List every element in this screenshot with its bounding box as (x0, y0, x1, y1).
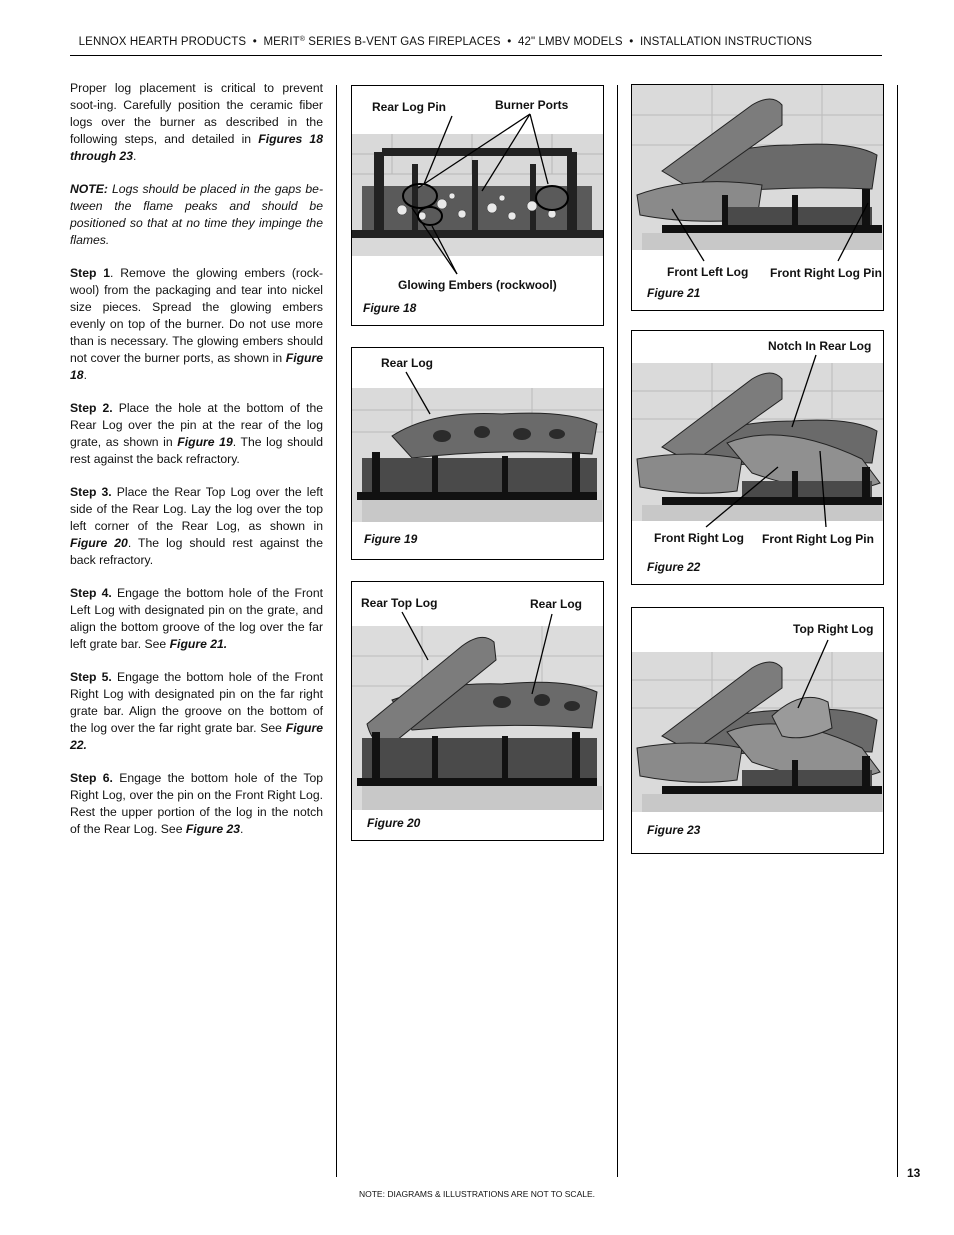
rear-top-log-illustration (352, 626, 603, 810)
column-rule-left (336, 85, 337, 1177)
figure-23-box (631, 607, 884, 854)
instructions-column (70, 80, 323, 854)
label-burner-ports: Burner Ports (495, 98, 569, 112)
step-2: Step 2. Place the hole at the bottom of the Rear Log over the pin at the rear of the log grate, as shown in Figure 19. The log should rest against the back refractory. (70, 401, 324, 466)
header-text-post: SERIES B-VENT GAS FIREPLACES • 42" LMBV MODELS • INSTALLATION INSTRUCTIONS (305, 36, 812, 48)
figure-19-photo (352, 388, 603, 522)
header-rule (70, 55, 882, 56)
registered-mark: ® (299, 36, 306, 43)
running-header (70, 36, 882, 54)
figure-20-photo (352, 626, 603, 810)
grate-with-embers-illustration (352, 134, 603, 256)
column-rule-right (897, 85, 898, 1177)
top-right-log-illustration (632, 652, 883, 812)
figure-20-box (351, 581, 604, 841)
step-6: Step 6. Engage the bottom hole of the Top Right Log, over the pin on the Front Right Log. Rest the upper portion of the log in the notch of the Rear Log. See Figure 23. (70, 771, 323, 836)
caption-figure-22: Figure 22 (647, 560, 701, 574)
label-rear-log: Rear Log (530, 597, 583, 611)
step-5: Step 5. Engage the bottom hole of the Front Right Log with designated pin on the far right grate bar. Align the groove on the bottom of the log over the far right grate bar. See Figure 22. (70, 670, 323, 752)
figure-19-box (351, 347, 604, 560)
figure-22-box (631, 330, 884, 585)
intro-paragraph: Proper log placement is critical to prevent soot-ing. Carefully position the ceramic fiber logs over the burner as described in the following steps, and detailed in Figures 18 through 23. (70, 81, 323, 163)
step-4: Step 4. Engage the bottom hole of the Front Left Log with designated pin on the grate, and align the bottom groove of the log over the far left grate bar. See Figure 21. (70, 586, 323, 651)
label-front-right-log-pin: Front Right Log Pin (770, 266, 882, 280)
label-front-right-log: Front Right Log (654, 531, 744, 545)
figure-22-photo (632, 363, 883, 521)
column-rule-middle (617, 85, 618, 1177)
step-1: Step 1. Remove the glowing embers (rock-wool) from the packaging and tear into nickel size pieces. Spread the glowing embers evenly on top of the burner. Do not use more than is necessary. The glowing embers should not cover the burner ports, as shown in Figure 18. (70, 266, 324, 382)
label-front-left-log: Front Left Log (667, 265, 749, 279)
label-notch-in-rear-log: Notch In Rear Log (768, 339, 872, 353)
label-glowing-embers: Glowing Embers (rockwool) (398, 278, 557, 292)
label-top-right-log: Top Right Log (793, 622, 874, 636)
figure-21-photo (632, 85, 883, 250)
label-rear-top-log: Rear Top Log (361, 596, 438, 610)
front-right-log-illustration (632, 363, 883, 521)
footer-note: NOTE: DIAGRAMS & ILLUSTRATIONS ARE NOT TO SCALE. (358, 1189, 595, 1199)
front-left-log-illustration (632, 85, 883, 250)
note-paragraph: NOTE: Logs should be placed in the gaps be-tween the flame peaks and should be positioned so that at no time they impinge the flames. (70, 182, 323, 247)
rear-log-illustration (352, 388, 603, 522)
caption-figure-19: Figure 19 (364, 532, 418, 546)
caption-figure-18: Figure 18 (363, 301, 417, 315)
figure-21-box (631, 84, 884, 311)
label-rear-log-pin: Rear Log Pin (372, 100, 447, 114)
figure-23-photo (632, 652, 883, 812)
label-front-right-log-pin: Front Right Log Pin (762, 532, 874, 546)
label-rear-log: Rear Log (381, 356, 434, 370)
header-text-pre: LENNOX HEARTH PRODUCTS • MERIT (78, 36, 300, 48)
page-number: 13 (907, 1166, 921, 1180)
figure-18-box (351, 85, 604, 326)
caption-figure-20: Figure 20 (367, 816, 421, 830)
caption-figure-23: Figure 23 (647, 823, 701, 837)
figure-18-photo (352, 134, 603, 256)
step-3: Step 3. Place the Rear Top Log over the left side of the Rear Log. Lay the log over the top left corner of the Rear Log, as shown in Figure 20. The log should rest against the back refractory. (70, 485, 324, 567)
caption-figure-21: Figure 21 (647, 286, 701, 300)
